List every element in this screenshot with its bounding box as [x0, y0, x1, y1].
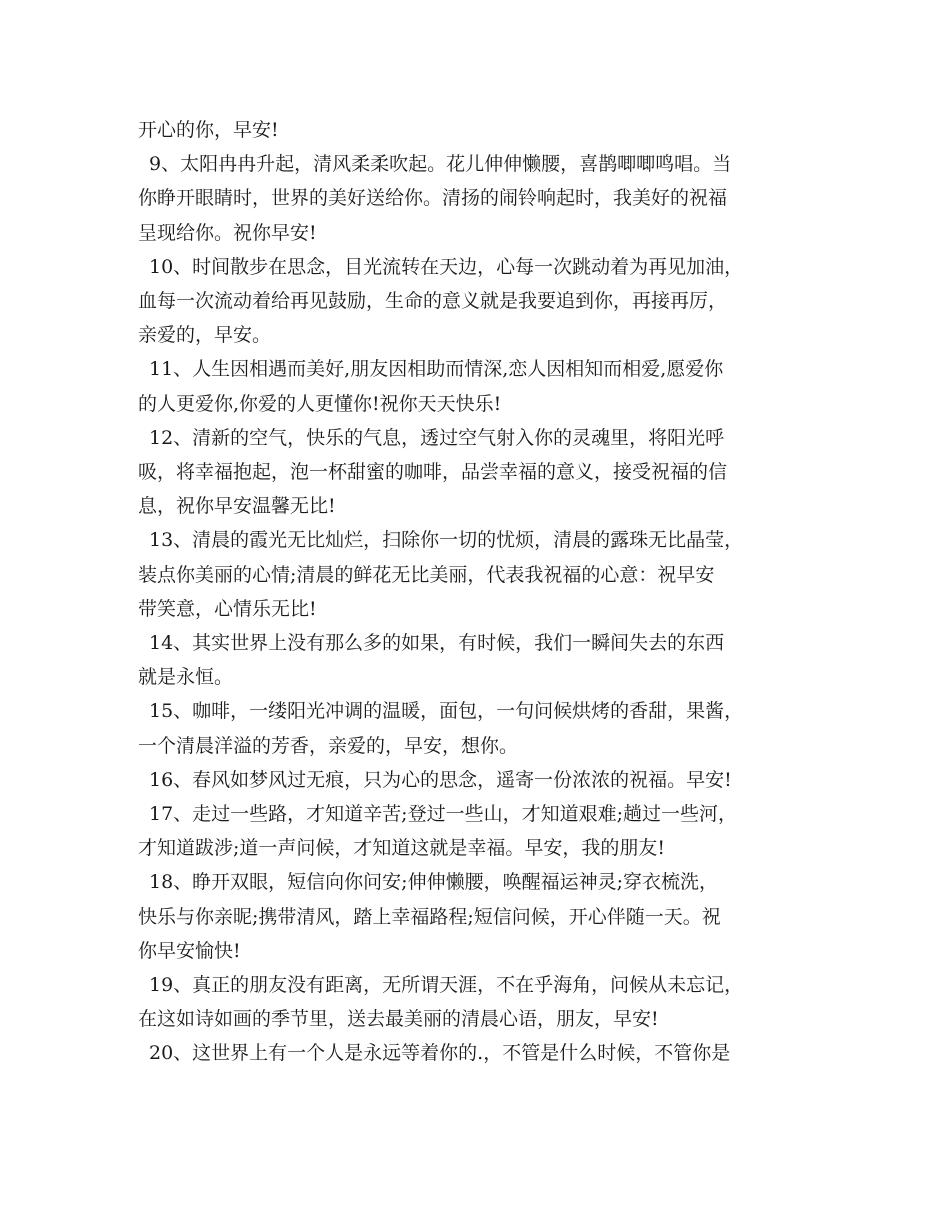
paragraph — [138, 147, 828, 250]
document-body — [138, 113, 828, 1071]
paragraph — [138, 1036, 828, 1070]
text-line: 才知道跋涉;道一声问候，才知道这就是幸福。早安，我的朋友! — [138, 837, 666, 860]
paragraph — [138, 421, 828, 524]
paragraph — [138, 523, 828, 626]
paragraph — [138, 763, 828, 797]
paragraph — [138, 865, 828, 968]
text-line: 呈现给你。祝你早安! — [138, 221, 317, 244]
text-line: 快乐与你亲昵;携带清风，踏上幸福路程;短信问候，开心伴随一天。祝 — [138, 905, 721, 928]
paragraph — [138, 694, 828, 762]
text-line: 你早安愉快! — [138, 939, 241, 962]
text-line: 的人更爱你,你爱的人更懂你!祝你天天快乐! — [138, 392, 502, 415]
text-line: 血每一次流动着给再见鼓励，生命的意义就是我要追到你，再接再厉， — [138, 290, 728, 313]
text-line: 12、清新的空气，快乐的气息，透过空气射入你的灵魂里，将阳光呼 — [149, 426, 725, 449]
text-line: 亲爱的，早安。 — [138, 324, 272, 347]
text-line: 19、真正的朋友没有距离，无所谓天涯，不在乎海角，问候从未忘记， — [149, 974, 744, 997]
text-line: 16、春风如梦风过无痕，只为心的思念，遥寄一份浓浓的祝福。早安! — [149, 768, 732, 791]
text-line: 带笑意，心情乐无比! — [138, 597, 317, 620]
text-line: 开心的你，早安! — [138, 119, 279, 141]
text-line: 你睁开眼睛时，世界的美好送给你。清扬的闹铃响起时，我美好的祝福 — [138, 187, 728, 210]
paragraph — [138, 626, 828, 694]
paragraph — [138, 968, 828, 1036]
text-line: 在这如诗如画的季节里，送去最美丽的清晨心语，朋友，早安! — [138, 1008, 659, 1031]
text-line: 20、这世界上有一个人是永远等着你的.，不管是什么时候，不管你是 — [149, 1042, 731, 1065]
text-line: 9、太阳冉冉升起，清风柔柔吹起。花儿伸伸懒腰，喜鹊唧唧鸣唱。当 — [149, 153, 732, 176]
text-line: 13、清晨的霞光无比灿烂，扫除你一切的忧烦，清晨的露珠无比晶莹， — [149, 529, 744, 552]
text-line: 15、咖啡，一缕阳光冲调的温暖，面包，一句问候烘烤的香甜，果酱， — [149, 700, 744, 723]
text-line: 10、时间散步在思念，目光流转在天边，心每一次跳动着为再见加油， — [149, 255, 744, 278]
text-line: 17、走过一些路，才知道辛苦;登过一些山，才知道艰难;趟过一些河， — [149, 803, 737, 826]
paragraph — [138, 113, 828, 147]
paragraph — [138, 797, 828, 865]
text-line: 一个清晨洋溢的芳香，亲爱的，早安，想你。 — [138, 734, 519, 757]
text-line: 11、人生因相遇而美好,朋友因相助而情深,恋人因相知而相爱,愿爱你 — [149, 358, 724, 381]
text-line: 14、其实世界上没有那么多的如果，有时候，我们一瞬间失去的东西 — [149, 632, 725, 655]
text-line: 装点你美丽的心情;清晨的鲜花无比美丽，代表我祝福的心意：祝早安 — [138, 563, 715, 586]
paragraph — [138, 250, 828, 353]
text-line: 吸，将幸福抱起，泡一杯甜蜜的咖啡，品尝幸福的意义，接受祝福的信 — [138, 461, 728, 484]
paragraph — [138, 352, 828, 420]
text-line: 息，祝你早安温馨无比! — [138, 495, 336, 518]
text-line: 就是永恒。 — [138, 666, 234, 689]
text-line: 18、睁开双眼，短信向你问安;伸伸懒腰，唤醒福运神灵;穿衣梳洗， — [149, 871, 718, 894]
